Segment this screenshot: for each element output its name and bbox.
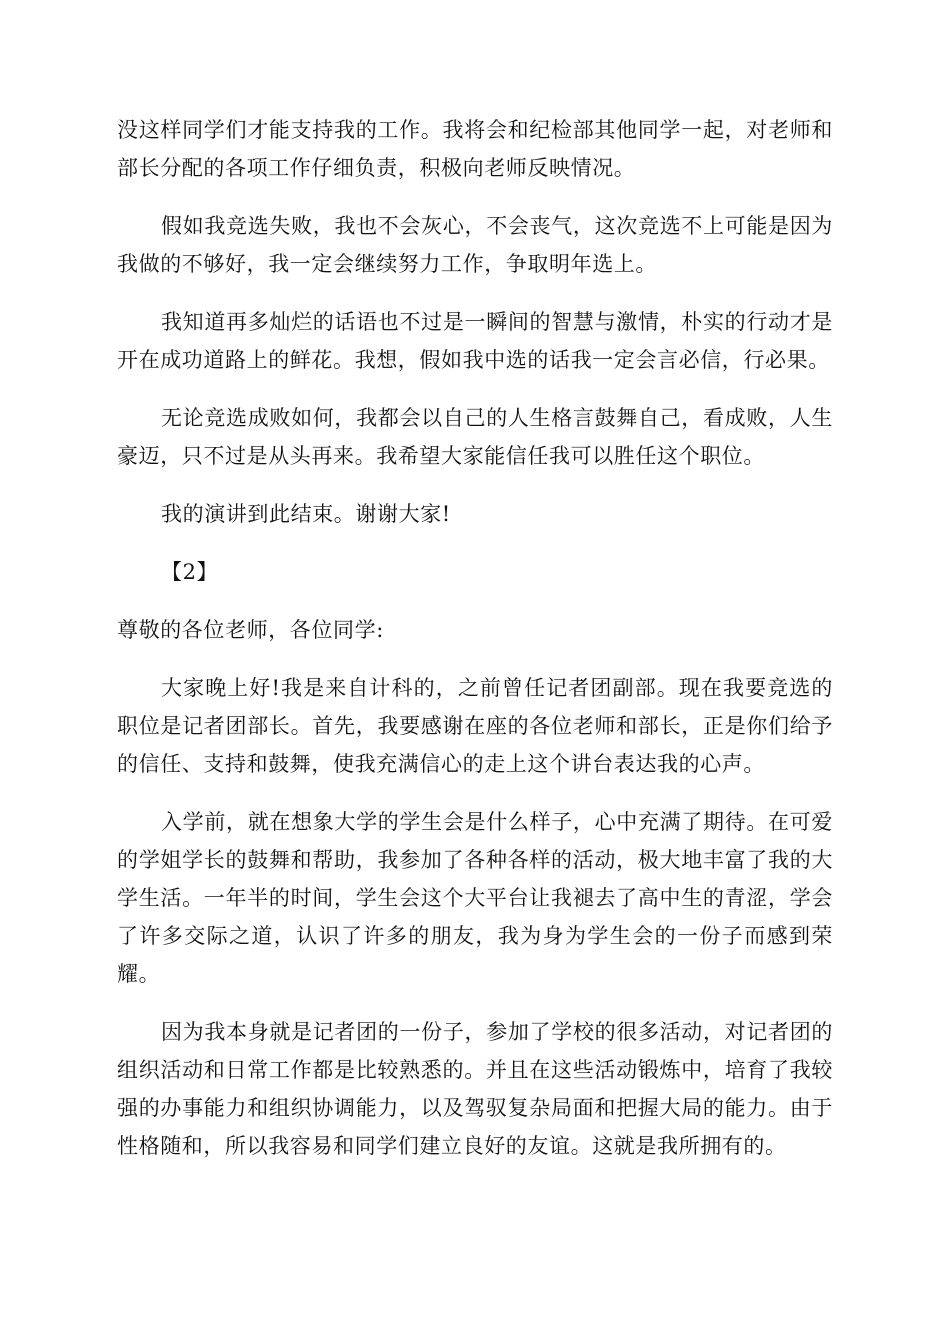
paragraph-qualification: 因为我本身就是记者团的一份子，参加了学校的很多活动，对记者团的组织活动和日常工作都是比较熟悉的。并且在这些活动锻炼中，培育了我较强的办事能力和组织协调能力，以及驾驭复杂局面和把握大局的能力。由于性格随和，所以我容易和同学们建立良好的友谊。这就是我所拥有的。 [117,1020,833,1158]
paragraph-continuation: 没这样同学们才能支持我的工作。我将会和纪检部其他同学一起，对老师和部长分配的各项工作仔细负责，积极向老师反映情况。 [117,118,833,180]
section-marker: 【2】 [161,560,219,584]
salutation: 尊敬的各位老师，各位同学: [117,618,384,642]
paragraph-failure: 假如我竞选失败，我也不会灰心，不会丧气，这次竞选不上可能是因为我做的不够好，我一定会继续努力工作，争取明年选上。 [117,214,833,276]
paragraph-closing: 我的演讲到此结束。谢谢大家! [161,502,451,526]
paragraph-action: 我知道再多灿烂的话语也不过是一瞬间的智慧与激情，朴实的行动才是开在成功道路上的鲜花。我想，假如我中选的话我一定会言必信，行必果。 [117,310,833,372]
paragraph-experience: 入学前，就在想象大学的学生会是什么样子，心中充满了期待。在可爱的学姐学长的鼓舞和帮助，我参加了各种各样的活动，极大地丰富了我的大学生活。一年半的时间，学生会这个大平台让我褪去了高中生的青涩，学会了许多交际之道，认识了许多的朋友，我为身为学生会的一份子而感到荣耀。 [117,810,833,986]
document-body [117,111,833,1185]
paragraph-greeting: 大家晚上好!我是来自计科的，之前曾任记者团副部。现在我要竞选的职位是记者团部长。首先，我要感谢在座的各位老师和部长，正是你们给予的信任、支持和鼓舞，使我充满信心的走上这个讲台表达我的心声。 [117,676,833,776]
paragraph-motto: 无论竞选成败如何，我都会以自己的人生格言鼓舞自己，看成败，人生豪迈，只不过是从头再来。我希望大家能信任我可以胜任这个职位。 [117,406,833,468]
